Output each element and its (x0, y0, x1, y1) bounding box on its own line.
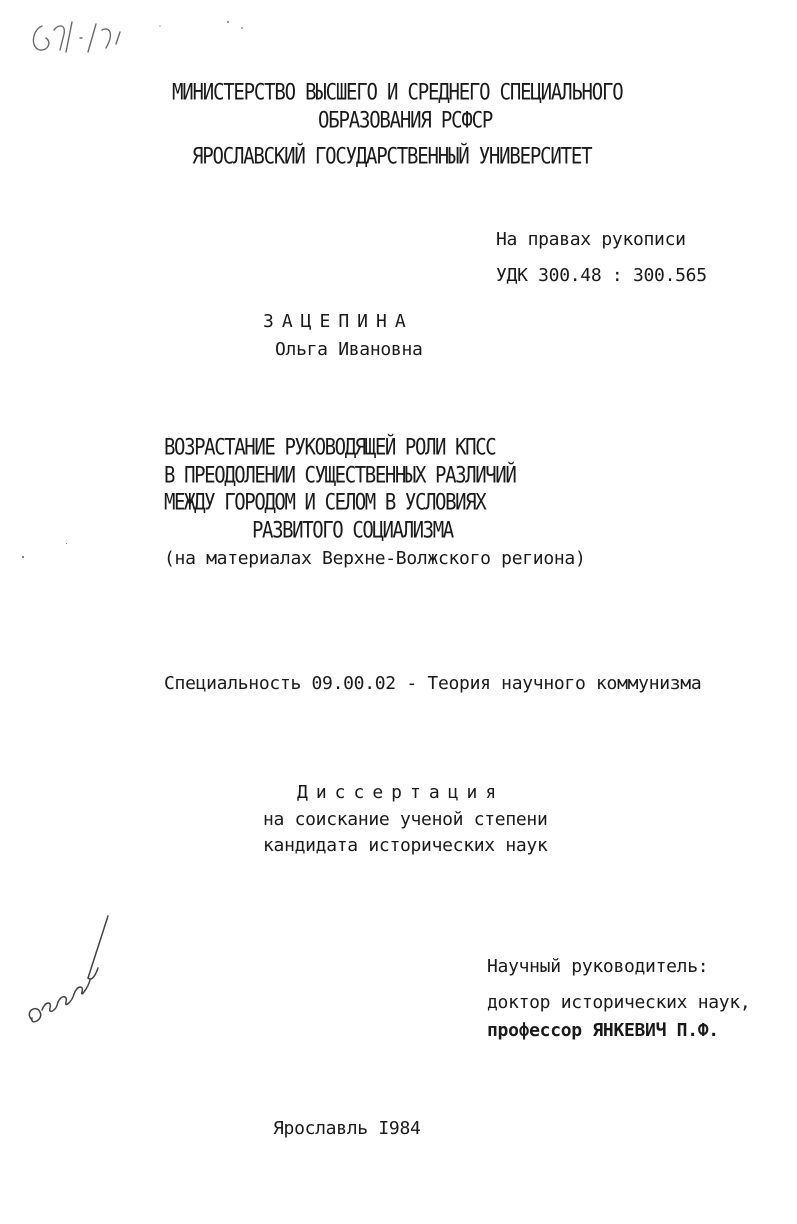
ministry-line-1: МИНИСТЕРСТВО ВЫСШЕГО И СРЕДНЕГО СПЕЦИАЛЬНОГО (172, 79, 623, 106)
title-line-3: МЕЖДУ ГОРОДОМ И СЕЛОМ В УСЛОВИЯХ (164, 489, 486, 516)
speck (66, 543, 67, 544)
author-surname: ЗАЦЕПИНА (263, 311, 414, 332)
handwritten-note-top-icon (20, 8, 250, 58)
udc-code: УДК 300.48 : 300.565 (496, 265, 707, 286)
title-line-2: В ПРЕОДОЛЕНИИ СУЩЕСТВЕННЫХ РАЗЛИЧИЙ (164, 462, 516, 489)
ministry-line-2: ОБРАЗОВАНИЯ РСФСР (318, 107, 493, 134)
manuscript-rights: На правах рукописи (496, 229, 686, 250)
title-subtitle: (на материалах Верхне-Волжского региона) (164, 548, 586, 569)
university-name: ЯРОСЛАВСКИЙ ГОСУДАРСТВЕННЫЙ УНИВЕРСИТЕТ (192, 143, 592, 170)
dissertation-line-1: на соискание ученой степени (263, 809, 548, 830)
dissertation-line-2: кандидата исторических наук (263, 835, 548, 856)
speck (22, 556, 24, 558)
title-line-4: РАЗВИТОГО СОЦИАЛИЗМА (252, 517, 453, 544)
place-year: Ярославль I984 (273, 1118, 421, 1139)
supervisor-name: профессор ЯНКЕВИЧ П.Ф. (487, 1020, 719, 1041)
title-line-1: ВОЗРАСТАНИЕ РУКОВОДЯЩЕЙ РОЛИ КПСС (164, 434, 496, 461)
dissertation-heading: Диссертация (297, 782, 505, 803)
author-given-names: Ольга Ивановна (275, 339, 423, 360)
handwritten-signature-icon (18, 912, 118, 1032)
specialty: Специальность 09.00.02 - Теория научного коммунизма (164, 673, 702, 694)
supervisor-degree: доктор исторических наук, (487, 992, 751, 1013)
supervisor-label: Научный руководитель: (487, 956, 709, 977)
